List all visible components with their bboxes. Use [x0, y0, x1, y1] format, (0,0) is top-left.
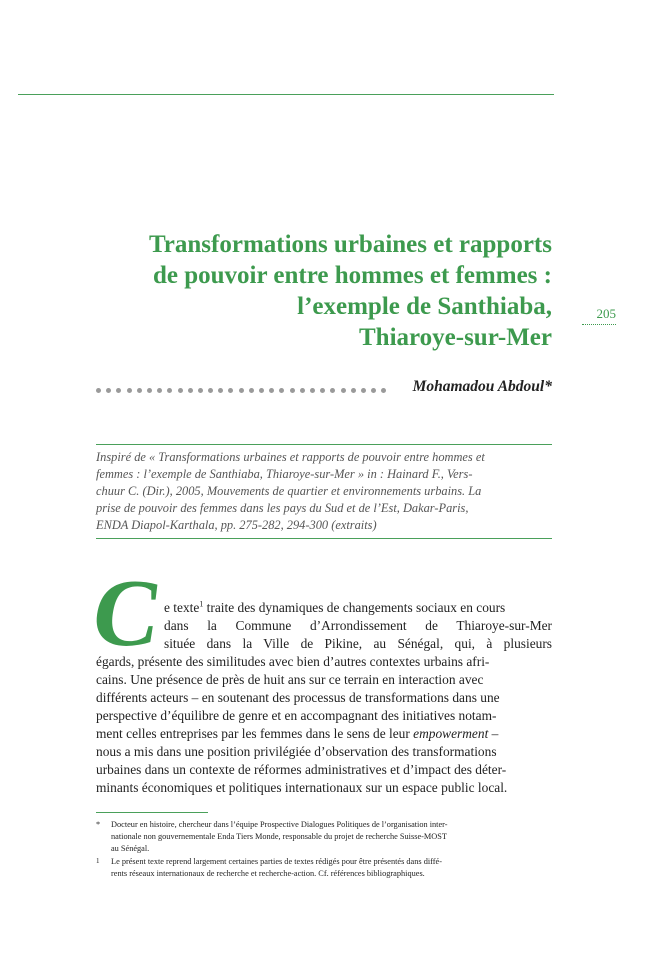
article-title: [82, 229, 552, 353]
body-line: différents acteurs – en soutenant des processus de transformations dans une: [96, 690, 500, 705]
body-line: ment celles entreprises par les femmes dans le sens de leur empowerment –: [96, 726, 499, 741]
footnote-line: nationale non gouvernementale Enda Tiers Monde, responsable du projet de recherche Suisse-MOST: [111, 832, 447, 841]
dotted-leader: [96, 388, 386, 393]
body-line: égards, présente des similitudes avec bien d’autres contextes urbains afri-: [96, 654, 490, 669]
body-line: cains. Une présence de près de huit ans sur ce terrain en interaction avec: [96, 672, 484, 687]
body-line: e texte$^1$ traite des dynamiques de changements sociaux en cours: [164, 599, 506, 615]
footnote-line: rents réseaux internationaux de recherche et recherche-action. Cf. références bibliographiques.: [111, 869, 425, 878]
body-line: perspective d’équilibre de genre et en accompagnant des initiatives notam-: [96, 708, 497, 723]
body-line: urbaines dans un contexte de réformes administratives et d’impact des déter-: [96, 762, 507, 777]
footnote-rule: [96, 812, 208, 813]
footnote-ref: 1: [199, 599, 204, 609]
body-line: située dans la Ville de Pikine, au Sénégal, qui, à plusieurs: [164, 636, 552, 651]
author-name: Mohamadou Abdoul*: [412, 378, 552, 395]
page-number-underline: [582, 324, 616, 325]
footnote-mark: *: [96, 820, 101, 829]
footnote-line: au Sénégal.: [111, 844, 150, 853]
body-line: minants économiques et politiques internationaux sur un espace public local.: [96, 780, 508, 795]
dropcap: [85, 559, 170, 666]
source-note-line: ENDA Diapol-Karthala, pp. 275-282, 294-300 (extraits): [96, 518, 377, 532]
source-note-line: Inspiré de « Transformations urbaines et rapports de pouvoir entre hommes et: [96, 450, 485, 464]
title-line: l’exemple de Santhiaba,: [297, 293, 552, 320]
body-line: nous a mis dans une position privilégiée d’observation des transformations: [96, 744, 497, 759]
top-rule: [18, 94, 554, 95]
source-note-line: femmes : l’exemple de Santhiaba, Thiaroye-sur-Mer » in : Hainard F., Vers-: [96, 467, 473, 481]
title-line: Transformations urbaines et rapports: [148, 231, 552, 258]
footnote-line: Docteur en histoire, chercheur dans l’équipe Prospective Dialogues Politiques de l’organisation inter-: [111, 820, 448, 829]
footnote-line: Le présent texte reprend largement certaines parties de textes rédigés pour être présentés dans diffé-: [111, 857, 442, 866]
page-number: 205: [596, 306, 616, 321]
title-line: de pouvoir entre hommes et femmes :: [153, 262, 552, 289]
dropcap-letter: C: [85, 559, 170, 666]
source-note: [96, 444, 552, 539]
footnote-mark: 1: [96, 857, 100, 865]
author-row: [96, 378, 552, 400]
body-line: dans la Commune d’Arrondissement de Thiaroye-sur-Mer: [164, 618, 552, 633]
source-note-line: chuur C. (Dir.), 2005, Mouvements de quartier et environnements urbains. La: [96, 484, 482, 498]
title-line: Thiaroye-sur-Mer: [358, 324, 552, 351]
source-note-line: prise de pouvoir des femmes dans les pays du Sud et de l’Est, Dakar-Paris,: [96, 501, 469, 515]
